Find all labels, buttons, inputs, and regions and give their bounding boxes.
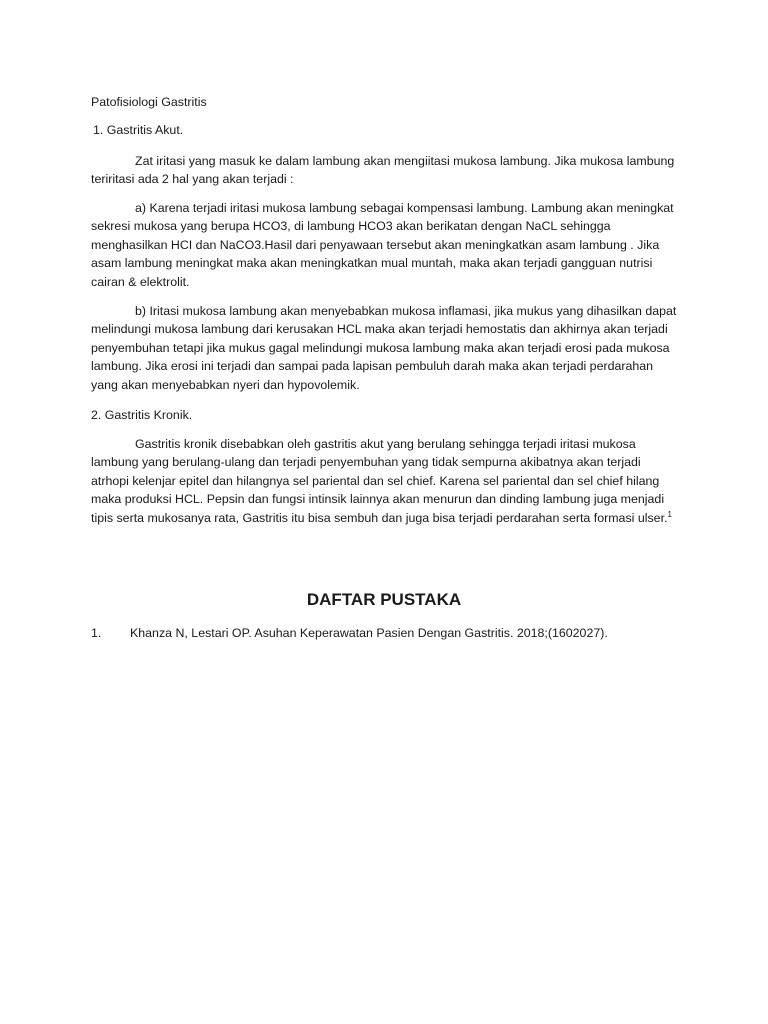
acute-point-a-paragraph: a) Karena terjadi iritasi mukosa lambung sebagai kompensasi lambung. Lambung akan meningkat sekresi mukosa yang berupa HCO3, di lambung HCO3 akan berikatan dengan NaCL sehingga menghasilkan HCI dan NaCO3.Hasil dari penyawaan tersebut akan meningkatkan asam lambung . Jika asam lambung meningkat maka akan meningkatkan mual muntah, maka akan terjadi gangguan nutrisi cairan & elektrolit. — [91, 201, 674, 289]
document-title: Patofisiologi Gastritis — [91, 95, 207, 109]
section-acute-heading: 1. Gastritis Akut. — [93, 123, 184, 137]
chronic-paragraph-text: Gastritis kronik disebabkan oleh gastritis akut yang berulang sehingga terjadi iritasi mukosa lambung yang berulang-ulang dan terjadi penyembuhan yang tidak sempurna akibatnya akan terjadi atrhopi kelenjar epitel dan hilangnya sel pariental dan sel chief. Karena sel pariental dan sel chief hilang maka produksi HCL. Pepsin dan fungsi intinsik lainnya akan menurun dan dinding lambung juga menjadi tipis serta mukosanya rata, Gastritis itu bisa sembuh dan juga bisa terjadi perdarahan serta formasi ulser. — [91, 437, 668, 525]
references-title: DAFTAR PUSTAKA — [306, 590, 462, 609]
acute-intro-paragraph: Zat iritasi yang masuk ke dalam lambung akan mengiitasi mukosa lambung. Jika mukosa lambung teriritasi ada 2 hal yang akan terjadi : — [91, 154, 675, 187]
reference-number: 1. — [91, 626, 102, 640]
chronic-paragraph — [91, 435, 681, 527]
reference-text: Khanza N, Lestari OP. Asuhan Keperawatan Pasien Dengan Gastritis. 2018;(1602027). — [130, 626, 608, 640]
section-chronic-heading: 2. Gastritis Kronik. — [91, 408, 193, 422]
citation-marker: 1 — [667, 509, 672, 519]
acute-point-b-paragraph: b) Iritasi mukosa lambung akan menyebabkan mukosa inflamasi, jika mukus yang dihasilkan dapat melindungi mukosa lambung dari kerusakan HCL maka akan terjadi hemostatis dan akhirnya akan terjadi penyembuhan tetapi jika mukus gagal melindungi mukosa lambung maka akan terjadi erosi pada mukosa lambung. Jika erosi ini terjadi dan sampai pada lapisan pembuluh darah maka akan terjadi perdarahan yang akan menyebabkan nyeri dan hypovolemik. — [91, 304, 677, 392]
